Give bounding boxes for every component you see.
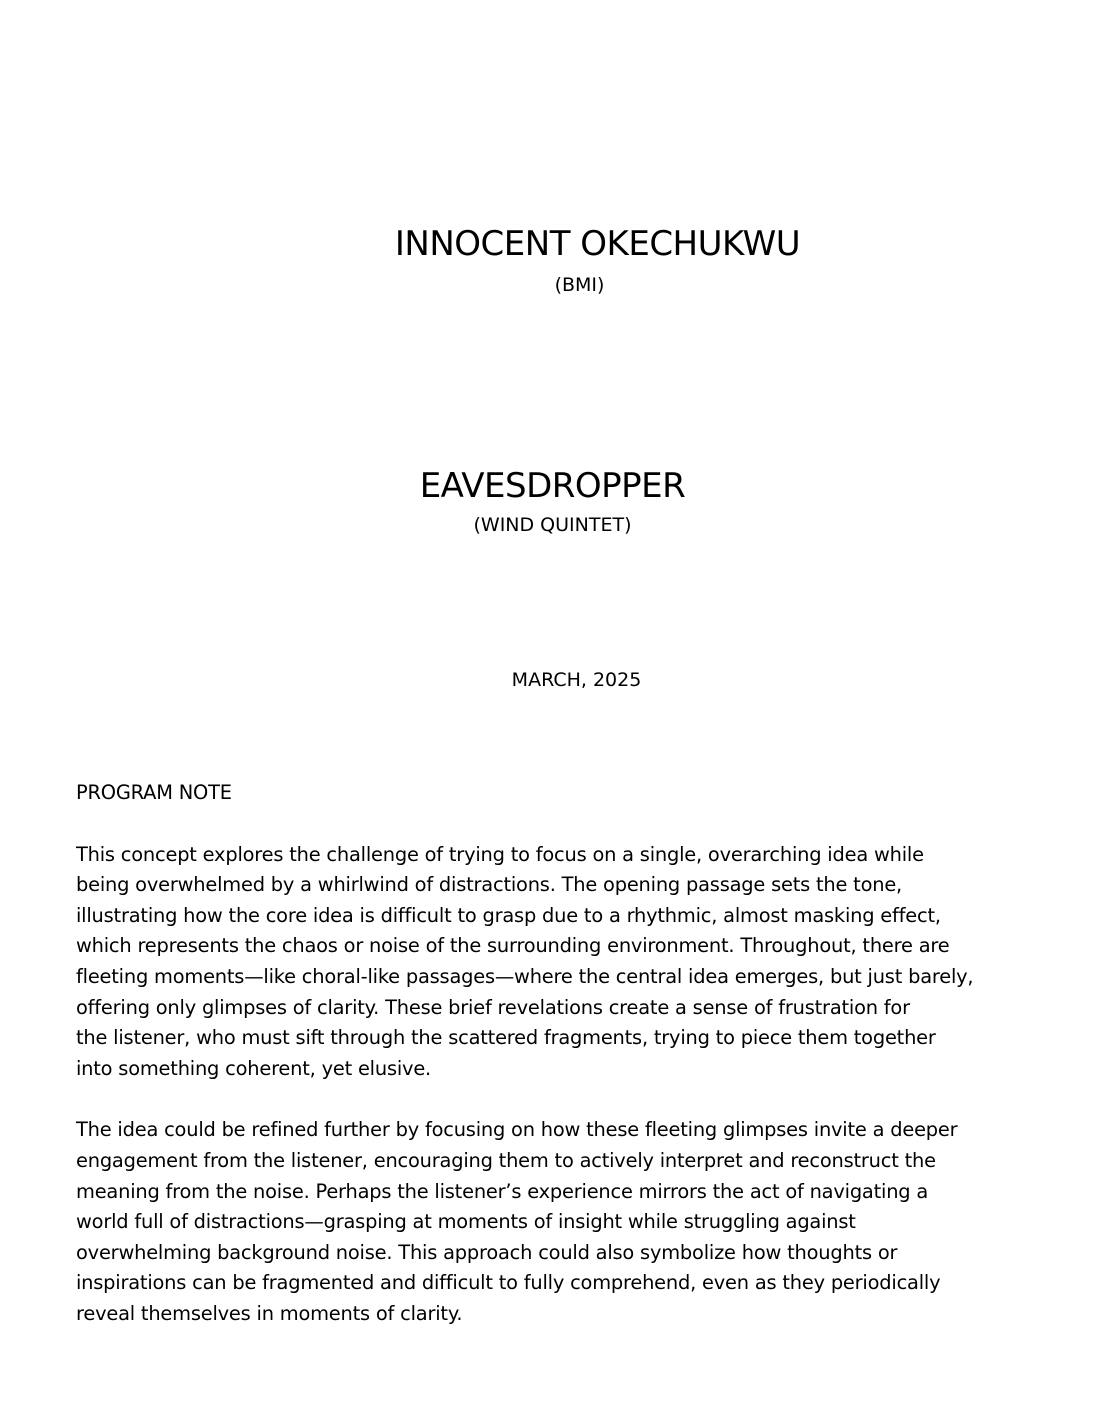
paragraph-line: the listener, who must sift through the scattered fragments, trying to piece them together bbox=[76, 1026, 936, 1050]
program-note-paragraph-2 bbox=[76, 1115, 1036, 1329]
paragraph-line: fleeting moments—like choral-like passages—where the central idea emerges, but just barely, bbox=[76, 964, 974, 988]
paragraph-line: This concept explores the challenge of trying to focus on a single, overarching idea while bbox=[76, 842, 924, 866]
composition-date: MARCH, 2025 bbox=[511, 669, 642, 691]
paragraph-line: being overwhelmed by a whirlwind of distractions. The opening passage sets the tone, bbox=[76, 873, 903, 897]
program-note-paragraph-1 bbox=[76, 840, 1036, 1085]
paragraph-line: The idea could be refined further by focusing on how these fleeting glimpses invite a deeper bbox=[76, 1118, 958, 1142]
work-instrumentation: (WIND QUINTET) bbox=[473, 514, 632, 536]
paragraph-line: world full of distractions—grasping at moments of insight while struggling against bbox=[76, 1210, 856, 1234]
paragraph-line: engagement from the listener, encouraging them to actively interpret and reconstruct the bbox=[76, 1148, 936, 1172]
paragraph-line: which represents the chaos or noise of the surrounding environment. Throughout, there are bbox=[76, 934, 950, 958]
paragraph-line: reveal themselves in moments of clarity. bbox=[76, 1301, 463, 1325]
paragraph-line: meaning from the noise. Perhaps the listener’s experience mirrors the act of navigating a bbox=[76, 1179, 929, 1203]
work-title: EAVESDROPPER bbox=[419, 466, 686, 506]
paragraph-line: overwhelming background noise. This approach could also symbolize how thoughts or bbox=[76, 1240, 898, 1264]
paragraph-line: illustrating how the core idea is difficult to grasp due to a rhythmic, almost masking effect, bbox=[76, 903, 941, 927]
composer-name: INNOCENT OKECHUKWU bbox=[394, 224, 801, 264]
paragraph-line: into something coherent, yet elusive. bbox=[76, 1056, 432, 1080]
program-note bbox=[76, 778, 1036, 1361]
paragraph-line: offering only glimpses of clarity. These brief revelations create a sense of frustration for bbox=[76, 995, 910, 1019]
paragraph-line: inspirations can be fragmented and difficult to fully comprehend, even as they periodically bbox=[76, 1271, 941, 1295]
program-note-heading: PROGRAM NOTE bbox=[76, 781, 232, 804]
composer-affiliation: (BMI) bbox=[554, 274, 605, 296]
